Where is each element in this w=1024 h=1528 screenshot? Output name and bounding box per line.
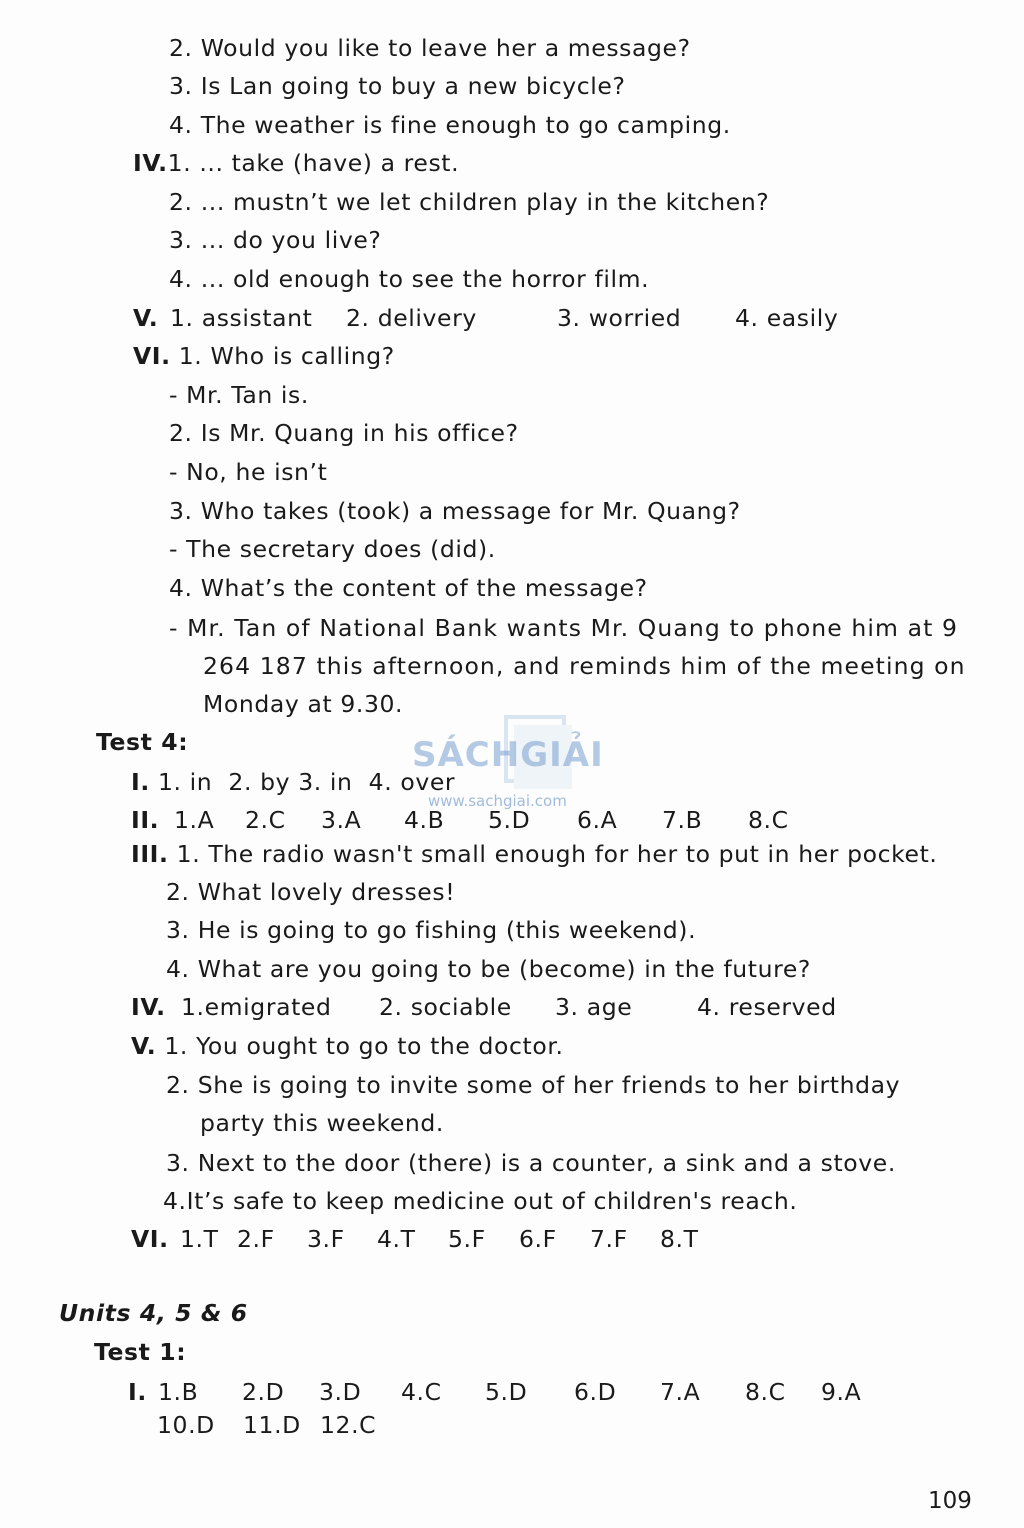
answer-cell: 12.C [320,1411,377,1439]
part-label: I. [131,768,150,796]
answer-line: 3. ... do you live? [169,226,382,254]
answer-line: I. 1. in 2. by 3. in 4. over [131,768,456,796]
answer-line: 4. The weather is fine enough to go camping. [169,111,731,139]
answer-line: 2. Would you like to leave her a message? [169,34,691,62]
answer-line: 4. ... old enough to see the horror film. [169,265,650,293]
answer-line: 4. What’s the content of the message? [169,574,648,602]
answer-line: - Mr. Tan of National Bank wants Mr. Quang to phone him at 9 [169,614,959,642]
page-number: 109 [928,1488,972,1514]
answer-line [131,992,851,1022]
answer-cell: 4.B [404,806,445,834]
answer-cell: 5.D [488,806,531,834]
answer-line: 2. Is Mr. Quang in his office? [169,419,519,447]
answer-cell: 8.C [745,1378,786,1406]
answer-line: - Mr. Tan is. [169,381,309,409]
answer-cell: 1.emigrated [181,993,332,1021]
answer-cell: 2. delivery [346,304,477,332]
watermark-url: www.sachgiai.com [428,792,567,810]
answer-line: party this weekend. [200,1109,444,1137]
answer-cell: 6.D [574,1378,617,1406]
answer-line [157,1410,417,1440]
answer-line: V. 1. You ought to go to the doctor. [131,1032,564,1060]
answer-cell: 6.A [577,806,618,834]
answer-line: 3. Is Lan going to buy a new bicycle? [169,72,626,100]
answer-cell: 3. age [555,993,633,1021]
answer-line: 4. What are you going to be (become) in the future? [166,955,811,983]
answer-line: 3. Next to the door (there) is a counter, a sink and a stove. [166,1149,896,1177]
part-label: III. [131,840,169,868]
answer-cell: 7.A [660,1378,701,1406]
answer-line [131,1224,731,1254]
answer-cell: 9.A [821,1378,862,1406]
answer-cell: 5.F [448,1225,486,1253]
answer-cell: 2.C [245,806,286,834]
answer-line: 3. He is going to go fishing (this weekend). [166,916,697,944]
part-label: IV. [133,149,168,177]
part-label: IV. [131,993,166,1021]
answer-cell: 8.T [660,1225,699,1253]
answer-cell: 2. sociable [379,993,512,1021]
answer-cell: 1. assistant [170,304,313,332]
answer-line: 3. Who takes (took) a message for Mr. Quang? [169,497,741,525]
answer-cell: 1.B [158,1378,199,1406]
answer-cell: 4.T [377,1225,416,1253]
answer-cell: 1.A [174,806,215,834]
answer-cell: 3.F [307,1225,345,1253]
test-heading: Test 1: [94,1338,187,1366]
answer-cell: 3. worried [557,304,682,332]
answer-cell: 6.F [519,1225,557,1253]
answer-cell: 7.B [662,806,703,834]
answer-line: - The secretary does (did). [169,535,496,563]
answer-line: 2. What lovely dresses! [166,878,456,906]
answer-cell: 3.A [321,806,362,834]
answer-line: Monday at 9.30. [203,690,404,718]
answer-line [128,1377,888,1407]
part-label: V. [131,1032,157,1060]
answer-cell: 4. easily [735,304,839,332]
answer-line: VI. 1. Who is calling? [133,342,395,370]
answer-line: 2. ... mustn’t we let children play in the kitchen? [169,188,770,216]
part-label: VI. [131,1225,169,1253]
part-label: V. [133,304,159,332]
answer-line: 4.It’s safe to keep medicine out of children's reach. [163,1187,798,1215]
part-label: VI. [133,342,171,370]
answer-cell: 2.D [242,1378,285,1406]
answer-line [133,303,893,333]
answer-cell: 11.D [243,1411,301,1439]
answer-cell: 10.D [157,1411,215,1439]
answer-cell: 2.F [237,1225,275,1253]
answer-cell: 8.C [748,806,789,834]
answer-cell: 3.D [319,1378,362,1406]
answer-cell: 1.T [180,1225,219,1253]
answer-line: 2. She is going to invite some of her friends to her birthday [166,1071,901,1099]
answer-line: IV.1. ... take (have) a rest. [133,149,460,177]
answer-line: - No, he isn’t [169,458,328,486]
part-label: I. [128,1378,147,1406]
answer-cell: 4. reserved [697,993,837,1021]
test-heading: Test 4: [96,728,189,756]
answer-line: 264 187 this afternoon, and reminds him of the meeting on [203,652,966,680]
answer-cell: 7.F [590,1225,628,1253]
answer-cell: 5.D [485,1378,528,1406]
section-heading: Units 4, 5 & 6 [59,1299,248,1327]
watermark-brand: SÁCHGIẢI [412,735,604,775]
part-label: II. [131,806,160,834]
answer-line: III. 1. The radio wasn't small enough for her to put in her pocket. [131,840,938,868]
answer-cell: 4.C [401,1378,442,1406]
